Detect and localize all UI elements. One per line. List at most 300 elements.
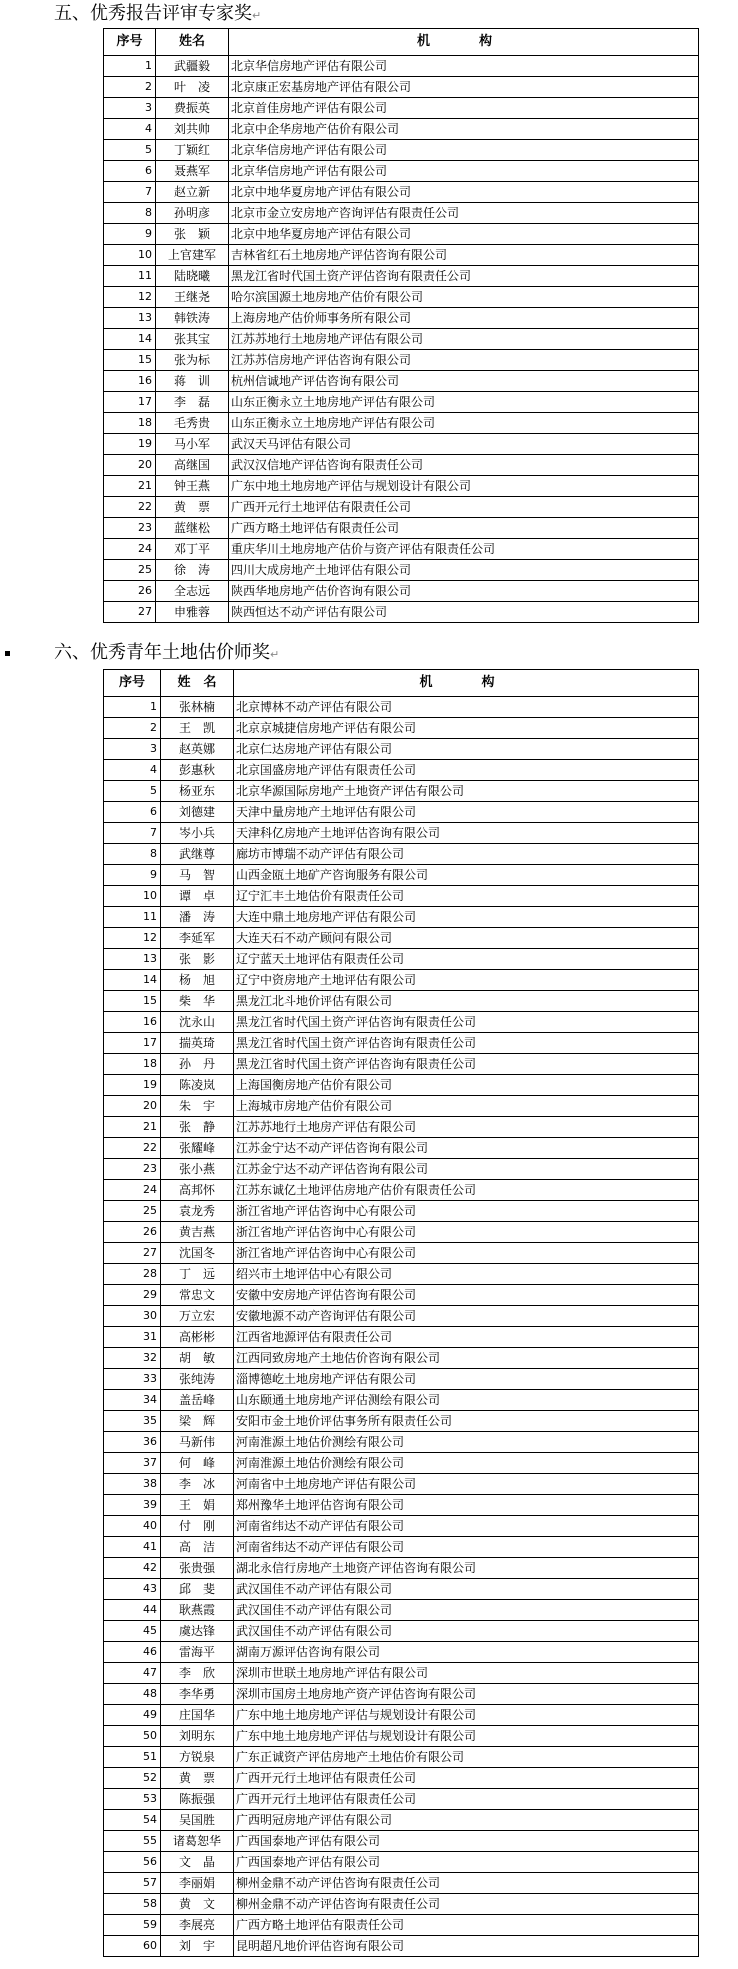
organization: 北京华信房地产评估有限公司 bbox=[229, 140, 699, 161]
table-row bbox=[104, 1831, 699, 1852]
row-number: 18 bbox=[104, 1054, 161, 1075]
organization: 广西明冠房地产评估有限公司 bbox=[234, 1810, 699, 1831]
row-number: 60 bbox=[104, 1936, 161, 1957]
row-number: 14 bbox=[104, 329, 156, 350]
person-name: 蒋 训 bbox=[156, 371, 229, 392]
table-row bbox=[104, 1726, 699, 1747]
table-row bbox=[104, 1936, 699, 1957]
organization: 广东中地土地房地产评估与规划设计有限公司 bbox=[234, 1705, 699, 1726]
row-number: 17 bbox=[104, 1033, 161, 1054]
organization: 浙江省地产评估咨询中心有限公司 bbox=[234, 1201, 699, 1222]
table-row bbox=[104, 98, 699, 119]
organization: 广西开元行土地评估有限责任公司 bbox=[234, 1789, 699, 1810]
header-no: 序号 bbox=[104, 670, 161, 697]
table-row bbox=[104, 1600, 699, 1621]
organization: 山东正衡永立土地房地产评估有限公司 bbox=[229, 392, 699, 413]
table-row bbox=[104, 1033, 699, 1054]
row-number: 22 bbox=[104, 1138, 161, 1159]
organization: 广东正诚资产评估房地产土地估价有限公司 bbox=[234, 1747, 699, 1768]
organization: 广西方略土地评估有限责任公司 bbox=[234, 1915, 699, 1936]
organization: 北京华信房地产评估有限公司 bbox=[229, 56, 699, 77]
table-row bbox=[104, 1579, 699, 1600]
person-name: 丁颖红 bbox=[156, 140, 229, 161]
row-number: 27 bbox=[104, 602, 156, 623]
table-row bbox=[104, 1453, 699, 1474]
organization: 山东颐通土地房地产评估测绘有限公司 bbox=[234, 1390, 699, 1411]
organization: 武汉国佳不动产评估有限公司 bbox=[234, 1600, 699, 1621]
organization: 辽宁中资房地产土地评估有限公司 bbox=[234, 970, 699, 991]
organization: 江苏金宁达不动产评估咨询有限公司 bbox=[234, 1159, 699, 1180]
table-row bbox=[104, 434, 699, 455]
section6-title: 六、优秀青年土地估价师奖↵ bbox=[54, 642, 280, 663]
person-name: 钟王燕 bbox=[156, 476, 229, 497]
row-number: 38 bbox=[104, 1474, 161, 1495]
row-number: 20 bbox=[104, 1096, 161, 1117]
person-name: 王 凯 bbox=[161, 718, 234, 739]
row-number: 9 bbox=[104, 224, 156, 245]
section6-bullet bbox=[5, 651, 10, 656]
organization: 辽宁汇丰土地估价有限责任公司 bbox=[234, 886, 699, 907]
organization: 柳州金鼎不动产评估咨询有限责任公司 bbox=[234, 1873, 699, 1894]
row-number: 47 bbox=[104, 1663, 161, 1684]
row-number: 26 bbox=[104, 1222, 161, 1243]
person-name: 聂燕军 bbox=[156, 161, 229, 182]
organization: 江苏苏地行土地房产评估有限公司 bbox=[234, 1117, 699, 1138]
person-name: 张为标 bbox=[156, 350, 229, 371]
row-number: 55 bbox=[104, 1831, 161, 1852]
table-row bbox=[104, 823, 699, 844]
person-name: 耿燕霞 bbox=[161, 1600, 234, 1621]
table-row bbox=[104, 1264, 699, 1285]
table-row bbox=[104, 1327, 699, 1348]
table-row bbox=[104, 760, 699, 781]
table-row bbox=[104, 1012, 699, 1033]
person-name: 庄国华 bbox=[161, 1705, 234, 1726]
table-row bbox=[104, 266, 699, 287]
table-row bbox=[104, 1663, 699, 1684]
person-name: 马新伟 bbox=[161, 1432, 234, 1453]
section5-table bbox=[103, 28, 699, 623]
table-row bbox=[104, 371, 699, 392]
organization: 天津中量房地产土地评估有限公司 bbox=[234, 802, 699, 823]
person-name: 雷海平 bbox=[161, 1642, 234, 1663]
table-row bbox=[104, 718, 699, 739]
person-name: 张 静 bbox=[161, 1117, 234, 1138]
table-row bbox=[104, 991, 699, 1012]
row-number: 6 bbox=[104, 802, 161, 823]
row-number: 26 bbox=[104, 581, 156, 602]
organization: 陕西华地房地产估价咨询有限公司 bbox=[229, 581, 699, 602]
organization: 武汉汉信地产评估咨询有限责任公司 bbox=[229, 455, 699, 476]
person-name: 上官建军 bbox=[156, 245, 229, 266]
organization: 杭州信诚地产评估咨询有限公司 bbox=[229, 371, 699, 392]
person-name: 梁 辉 bbox=[161, 1411, 234, 1432]
row-number: 52 bbox=[104, 1768, 161, 1789]
person-name: 蓝继松 bbox=[156, 518, 229, 539]
person-name: 柴 华 bbox=[161, 991, 234, 1012]
row-number: 5 bbox=[104, 140, 156, 161]
person-name: 袁龙秀 bbox=[161, 1201, 234, 1222]
table-row bbox=[104, 697, 699, 718]
table-row bbox=[104, 602, 699, 623]
person-name: 沈国冬 bbox=[161, 1243, 234, 1264]
person-name: 岑小兵 bbox=[161, 823, 234, 844]
person-name: 沈永山 bbox=[161, 1012, 234, 1033]
organization: 广西国泰地产评估有限公司 bbox=[234, 1831, 699, 1852]
row-number: 9 bbox=[104, 865, 161, 886]
table-row bbox=[104, 1411, 699, 1432]
person-name: 胡 敏 bbox=[161, 1348, 234, 1369]
person-name: 方锐泉 bbox=[161, 1747, 234, 1768]
person-name: 黄 票 bbox=[156, 497, 229, 518]
header-no: 序号 bbox=[104, 29, 156, 56]
person-name: 武继尊 bbox=[161, 844, 234, 865]
person-name: 高彬彬 bbox=[161, 1327, 234, 1348]
row-number: 42 bbox=[104, 1558, 161, 1579]
person-name: 陈凌岚 bbox=[161, 1075, 234, 1096]
organization: 黑龙江省时代国土资产评估咨询有限责任公司 bbox=[229, 266, 699, 287]
person-name: 诸葛恕华 bbox=[161, 1831, 234, 1852]
organization: 北京华信房地产评估有限公司 bbox=[229, 161, 699, 182]
person-name: 黄 文 bbox=[161, 1894, 234, 1915]
person-name: 李 欣 bbox=[161, 1663, 234, 1684]
row-number: 31 bbox=[104, 1327, 161, 1348]
organization: 上海国衡房地产估价有限公司 bbox=[234, 1075, 699, 1096]
row-number: 16 bbox=[104, 371, 156, 392]
organization: 武汉国佳不动产评估有限公司 bbox=[234, 1621, 699, 1642]
person-name: 刘 宇 bbox=[161, 1936, 234, 1957]
row-number: 6 bbox=[104, 161, 156, 182]
organization: 北京中企华房地产估价有限公司 bbox=[229, 119, 699, 140]
organization: 天津科亿房地产土地评估咨询有限公司 bbox=[234, 823, 699, 844]
table-row bbox=[104, 161, 699, 182]
table-row bbox=[104, 140, 699, 161]
organization: 北京仁达房地产评估有限公司 bbox=[234, 739, 699, 760]
organization: 江苏苏信房地产评估咨询有限公司 bbox=[229, 350, 699, 371]
person-name: 刘明东 bbox=[161, 1726, 234, 1747]
table-row bbox=[104, 1474, 699, 1495]
organization: 广东中地土地房地产评估与规划设计有限公司 bbox=[234, 1726, 699, 1747]
table-row bbox=[104, 1621, 699, 1642]
table-row bbox=[104, 1894, 699, 1915]
person-name: 马小军 bbox=[156, 434, 229, 455]
table-row bbox=[104, 1789, 699, 1810]
organization: 昆明超凡地价评估咨询有限公司 bbox=[234, 1936, 699, 1957]
organization: 浙江省地产评估咨询中心有限公司 bbox=[234, 1222, 699, 1243]
table-row bbox=[104, 886, 699, 907]
organization: 安阳市金土地价评估事务所有限责任公司 bbox=[234, 1411, 699, 1432]
table-row bbox=[104, 56, 699, 77]
person-name: 孙 丹 bbox=[161, 1054, 234, 1075]
row-number: 23 bbox=[104, 518, 156, 539]
organization: 黑龙江省时代国土资产评估咨询有限责任公司 bbox=[234, 1012, 699, 1033]
person-name: 万立宏 bbox=[161, 1306, 234, 1327]
organization: 江西省地源评估有限责任公司 bbox=[234, 1327, 699, 1348]
row-number: 5 bbox=[104, 781, 161, 802]
table-row bbox=[104, 476, 699, 497]
person-name: 李展亮 bbox=[161, 1915, 234, 1936]
row-number: 12 bbox=[104, 287, 156, 308]
person-name: 高邦怀 bbox=[161, 1180, 234, 1201]
table-row bbox=[104, 497, 699, 518]
person-name: 张小燕 bbox=[161, 1159, 234, 1180]
row-number: 13 bbox=[104, 308, 156, 329]
table-row bbox=[104, 1432, 699, 1453]
row-number: 15 bbox=[104, 350, 156, 371]
person-name: 张耀峰 bbox=[161, 1138, 234, 1159]
row-number: 37 bbox=[104, 1453, 161, 1474]
organization: 河南淮源土地估价测绘有限公司 bbox=[234, 1453, 699, 1474]
row-number: 28 bbox=[104, 1264, 161, 1285]
person-name: 张林楠 bbox=[161, 697, 234, 718]
organization: 广西方略土地评估有限责任公司 bbox=[229, 518, 699, 539]
row-number: 45 bbox=[104, 1621, 161, 1642]
row-number: 25 bbox=[104, 560, 156, 581]
person-name: 王继尧 bbox=[156, 287, 229, 308]
organization: 江西同致房地产土地估价咨询有限公司 bbox=[234, 1348, 699, 1369]
organization: 深圳市国房土地房地产资产评估咨询有限公司 bbox=[234, 1684, 699, 1705]
organization: 浙江省地产评估咨询中心有限公司 bbox=[234, 1243, 699, 1264]
row-number: 23 bbox=[104, 1159, 161, 1180]
table-row bbox=[104, 1684, 699, 1705]
person-name: 虞达锋 bbox=[161, 1621, 234, 1642]
organization: 河南省纬达不动产评估有限公司 bbox=[234, 1516, 699, 1537]
row-number: 46 bbox=[104, 1642, 161, 1663]
organization: 黑龙江省时代国土资产评估咨询有限责任公司 bbox=[234, 1054, 699, 1075]
organization: 大连天石不动产顾问有限公司 bbox=[234, 928, 699, 949]
table-row bbox=[104, 1495, 699, 1516]
person-name: 刘共帅 bbox=[156, 119, 229, 140]
organization: 辽宁蓝天土地评估有限责任公司 bbox=[234, 949, 699, 970]
organization: 广西国泰地产评估有限公司 bbox=[234, 1852, 699, 1873]
row-number: 11 bbox=[104, 907, 161, 928]
row-number: 19 bbox=[104, 434, 156, 455]
organization: 山东正衡永立土地房地产评估有限公司 bbox=[229, 413, 699, 434]
person-name: 陈振强 bbox=[161, 1789, 234, 1810]
person-name: 李延军 bbox=[161, 928, 234, 949]
person-name: 丁 远 bbox=[161, 1264, 234, 1285]
table-row bbox=[104, 119, 699, 140]
table-row bbox=[104, 949, 699, 970]
row-number: 22 bbox=[104, 497, 156, 518]
organization: 郑州豫华土地评估咨询有限公司 bbox=[234, 1495, 699, 1516]
table-row bbox=[104, 1390, 699, 1411]
person-name: 付 刚 bbox=[161, 1516, 234, 1537]
table-row bbox=[104, 518, 699, 539]
person-name: 李 冰 bbox=[161, 1474, 234, 1495]
table-row bbox=[104, 287, 699, 308]
row-number: 16 bbox=[104, 1012, 161, 1033]
table-row bbox=[104, 1768, 699, 1789]
organization: 河南淮源土地估价测绘有限公司 bbox=[234, 1432, 699, 1453]
person-name: 徐 涛 bbox=[156, 560, 229, 581]
organization: 北京京城捷信房地产评估有限公司 bbox=[234, 718, 699, 739]
row-number: 8 bbox=[104, 844, 161, 865]
table-row bbox=[104, 1096, 699, 1117]
person-name: 朱 宇 bbox=[161, 1096, 234, 1117]
person-name: 李丽娟 bbox=[161, 1873, 234, 1894]
person-name: 黄 票 bbox=[161, 1768, 234, 1789]
table-row bbox=[104, 1285, 699, 1306]
row-number: 15 bbox=[104, 991, 161, 1012]
organization: 黑龙江省时代国土资产评估咨询有限责任公司 bbox=[234, 1033, 699, 1054]
row-number: 35 bbox=[104, 1411, 161, 1432]
table-row bbox=[104, 245, 699, 266]
table-row bbox=[104, 1558, 699, 1579]
table-row bbox=[104, 1852, 699, 1873]
person-name: 潘 涛 bbox=[161, 907, 234, 928]
organization: 湖南万源评估咨询有限公司 bbox=[234, 1642, 699, 1663]
person-name: 文 晶 bbox=[161, 1852, 234, 1873]
row-number: 10 bbox=[104, 245, 156, 266]
organization: 山西金瓯土地矿产咨询服务有限公司 bbox=[234, 865, 699, 886]
table-row bbox=[104, 1873, 699, 1894]
table-row bbox=[104, 1810, 699, 1831]
row-number: 30 bbox=[104, 1306, 161, 1327]
person-name: 马 智 bbox=[161, 865, 234, 886]
row-number: 1 bbox=[104, 56, 156, 77]
person-name: 邱 斐 bbox=[161, 1579, 234, 1600]
table-row bbox=[104, 928, 699, 949]
table-row bbox=[104, 1054, 699, 1075]
table-header-row bbox=[104, 670, 699, 697]
person-name: 王 娟 bbox=[161, 1495, 234, 1516]
row-number: 56 bbox=[104, 1852, 161, 1873]
person-name: 黄吉燕 bbox=[161, 1222, 234, 1243]
person-name: 彭惠秋 bbox=[161, 760, 234, 781]
person-name: 李 磊 bbox=[156, 392, 229, 413]
row-number: 48 bbox=[104, 1684, 161, 1705]
person-name: 杨亚东 bbox=[161, 781, 234, 802]
organization: 柳州金鼎不动产评估咨询有限责任公司 bbox=[234, 1894, 699, 1915]
row-number: 50 bbox=[104, 1726, 161, 1747]
table-row bbox=[104, 739, 699, 760]
row-number: 2 bbox=[104, 77, 156, 98]
row-number: 44 bbox=[104, 1600, 161, 1621]
table-row bbox=[104, 1117, 699, 1138]
table-row bbox=[104, 1159, 699, 1180]
table-row bbox=[104, 781, 699, 802]
row-number: 57 bbox=[104, 1873, 161, 1894]
person-name: 费振英 bbox=[156, 98, 229, 119]
table-row bbox=[104, 1705, 699, 1726]
table-row bbox=[104, 1516, 699, 1537]
row-number: 20 bbox=[104, 455, 156, 476]
table-row bbox=[104, 329, 699, 350]
person-name: 高继国 bbox=[156, 455, 229, 476]
row-number: 21 bbox=[104, 1117, 161, 1138]
row-number: 53 bbox=[104, 1789, 161, 1810]
row-number: 3 bbox=[104, 98, 156, 119]
organization: 重庆华川土地房地产估价与资产评估有限责任公司 bbox=[229, 539, 699, 560]
organization: 河南省纬达不动产评估有限公司 bbox=[234, 1537, 699, 1558]
organization: 绍兴市土地评估中心有限公司 bbox=[234, 1264, 699, 1285]
row-number: 40 bbox=[104, 1516, 161, 1537]
table-row bbox=[104, 182, 699, 203]
row-number: 27 bbox=[104, 1243, 161, 1264]
organization: 广西开元行土地评估有限责任公司 bbox=[234, 1768, 699, 1789]
organization: 廊坊市博瑞不动产评估有限公司 bbox=[234, 844, 699, 865]
person-name: 刘德建 bbox=[161, 802, 234, 823]
table-row bbox=[104, 350, 699, 371]
header-org: 机 构 bbox=[234, 670, 699, 697]
row-number: 21 bbox=[104, 476, 156, 497]
table-row bbox=[104, 1138, 699, 1159]
table-row bbox=[104, 1222, 699, 1243]
table-row bbox=[104, 308, 699, 329]
person-name: 李华勇 bbox=[161, 1684, 234, 1705]
table-row bbox=[104, 865, 699, 886]
organization: 北京华源国际房地产土地资产评估有限公司 bbox=[234, 781, 699, 802]
table-row bbox=[104, 802, 699, 823]
table-row bbox=[104, 77, 699, 98]
row-number: 24 bbox=[104, 539, 156, 560]
table-row bbox=[104, 560, 699, 581]
person-name: 韩铁涛 bbox=[156, 308, 229, 329]
table-row bbox=[104, 539, 699, 560]
organization: 河南省中土地房地产评估有限公司 bbox=[234, 1474, 699, 1495]
organization: 北京中地华夏房地产评估有限公司 bbox=[229, 182, 699, 203]
table-row bbox=[104, 1243, 699, 1264]
row-number: 4 bbox=[104, 119, 156, 140]
organization: 哈尔滨国源土地房地产估价有限公司 bbox=[229, 287, 699, 308]
row-number: 34 bbox=[104, 1390, 161, 1411]
table-row bbox=[104, 1201, 699, 1222]
row-number: 14 bbox=[104, 970, 161, 991]
person-name: 杨 旭 bbox=[161, 970, 234, 991]
table-header-row bbox=[104, 29, 699, 56]
table-row bbox=[104, 844, 699, 865]
organization: 广西开元行土地评估有限责任公司 bbox=[229, 497, 699, 518]
row-number: 2 bbox=[104, 718, 161, 739]
person-name: 申雅蓉 bbox=[156, 602, 229, 623]
table-row bbox=[104, 455, 699, 476]
organization: 武汉天马评估有限公司 bbox=[229, 434, 699, 455]
table-row bbox=[104, 1075, 699, 1096]
organization: 江苏苏地行土地房地产评估有限公司 bbox=[229, 329, 699, 350]
row-number: 13 bbox=[104, 949, 161, 970]
table-row bbox=[104, 970, 699, 991]
person-name: 张纯涛 bbox=[161, 1369, 234, 1390]
row-number: 33 bbox=[104, 1369, 161, 1390]
row-number: 11 bbox=[104, 266, 156, 287]
organization: 湖北永信行房地产土地资产评估咨询有限公司 bbox=[234, 1558, 699, 1579]
organization: 上海城市房地产估价有限公司 bbox=[234, 1096, 699, 1117]
person-name: 张 影 bbox=[161, 949, 234, 970]
organization: 安徽中安房地产评估咨询有限公司 bbox=[234, 1285, 699, 1306]
table-row bbox=[104, 413, 699, 434]
organization: 深圳市世联土地房地产评估有限公司 bbox=[234, 1663, 699, 1684]
row-number: 7 bbox=[104, 823, 161, 844]
person-name: 盖岳峰 bbox=[161, 1390, 234, 1411]
row-number: 1 bbox=[104, 697, 161, 718]
table-row bbox=[104, 392, 699, 413]
row-number: 19 bbox=[104, 1075, 161, 1096]
organization: 江苏东诚亿土地评估房地产估价有限责任公司 bbox=[234, 1180, 699, 1201]
row-number: 17 bbox=[104, 392, 156, 413]
table-row bbox=[104, 224, 699, 245]
header-org: 机 构 bbox=[229, 29, 699, 56]
person-name: 张贵强 bbox=[161, 1558, 234, 1579]
organization: 北京中地华夏房地产评估有限公司 bbox=[229, 224, 699, 245]
person-name: 邓丁平 bbox=[156, 539, 229, 560]
person-name: 张 颖 bbox=[156, 224, 229, 245]
organization: 江苏金宁达不动产评估咨询有限公司 bbox=[234, 1138, 699, 1159]
person-name: 全志远 bbox=[156, 581, 229, 602]
organization: 上海房地产估价师事务所有限公司 bbox=[229, 308, 699, 329]
section6-table bbox=[103, 669, 699, 1957]
person-name: 常忠文 bbox=[161, 1285, 234, 1306]
